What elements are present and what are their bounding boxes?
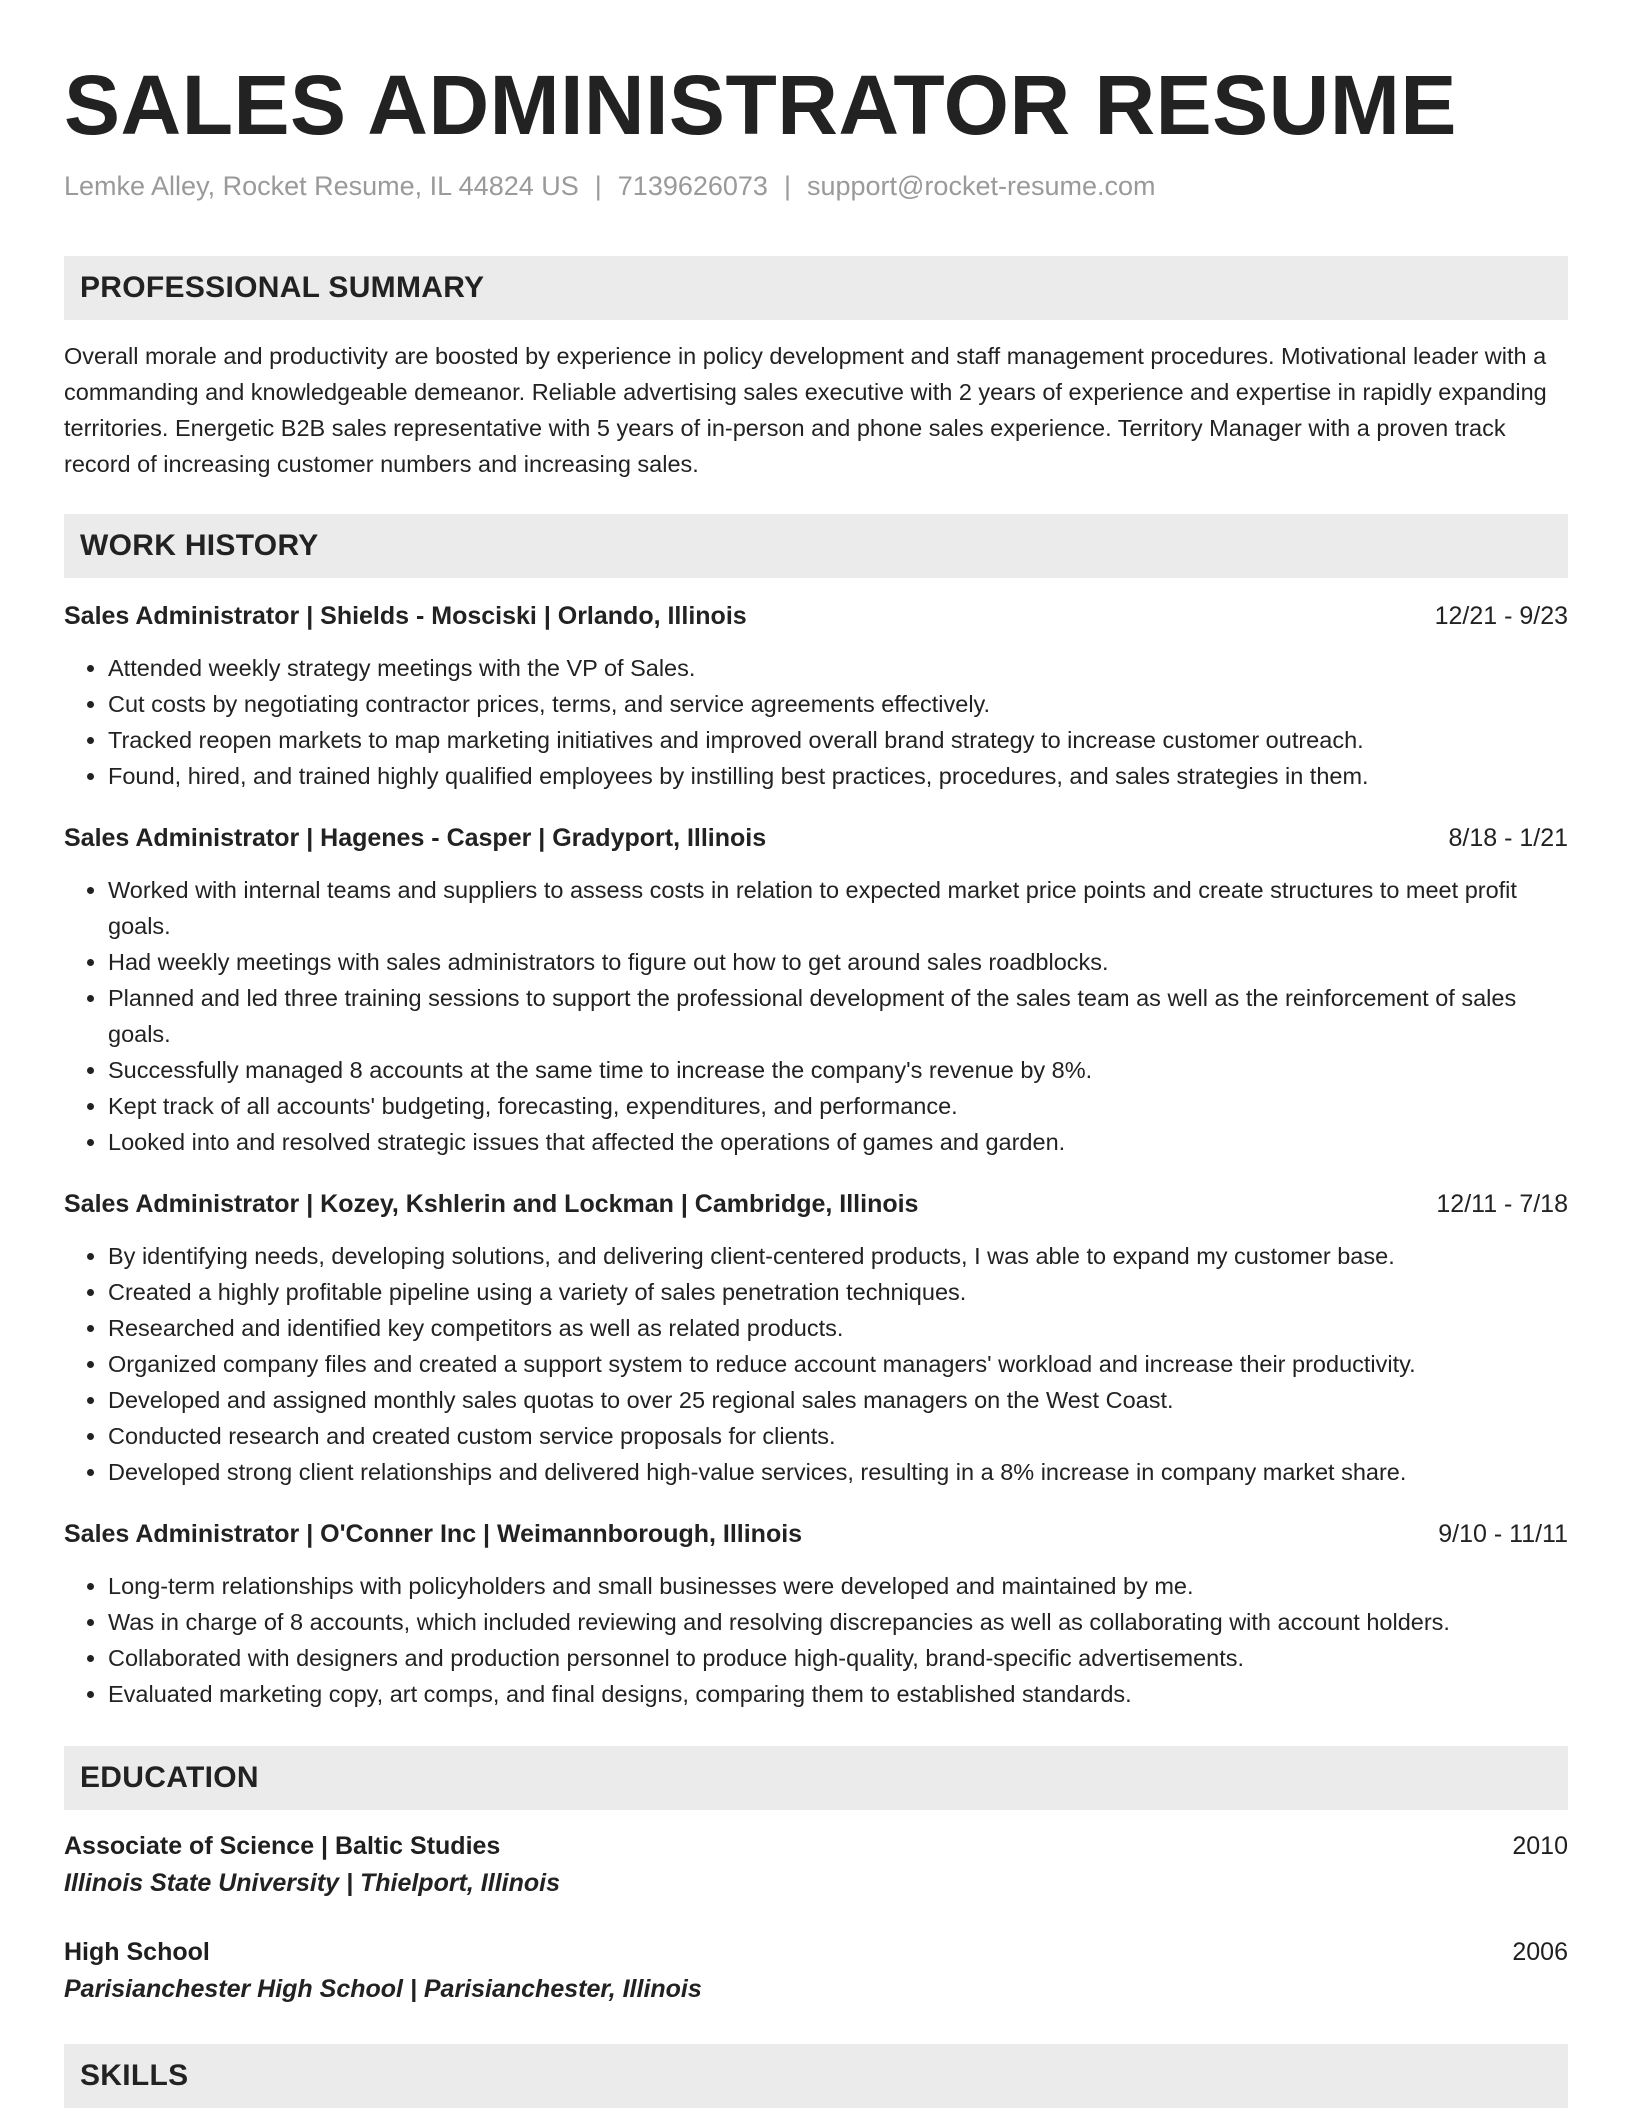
job-dates: 8/18 - 1/21 <box>1448 824 1568 852</box>
job-entry <box>64 1186 1568 1490</box>
education-school: Illinois State University | Thielport, Illinois <box>64 1869 560 1897</box>
education-degree: Associate of Science | Baltic Studies <box>64 1832 501 1860</box>
job-heading <box>64 598 1568 634</box>
job-bullet: • Found, hired, and trained highly qualified employees by instilling best practices, procedures, and sales strategies in them. <box>108 758 1568 794</box>
education-entry <box>64 1934 1568 2008</box>
job-bullet: • Had weekly meetings with sales administrators to figure out how to get around sales roadblocks. <box>108 944 1568 980</box>
job-bullet: • Conducted research and created custom service proposals for clients. <box>108 1418 1568 1454</box>
contact-line <box>64 168 1568 204</box>
job-bullet: • Created a highly profitable pipeline using a variety of sales penetration techniques. <box>108 1274 1568 1310</box>
summary-text: Overall morale and productivity are boosted by experience in policy development and staff management procedures. Motivational leader with a commanding and knowledgeable demeanor. Reliable advertising sales executive with 2 years of experience and expertise in rapidly expanding territories. Energetic B2B sales representative with 5 years of in-person and phone sales experience. Territory Manager with a proven track record of increasing customer numbers and increasing sales. <box>64 343 1547 477</box>
job-bullet: • Long-term relationships with policyholders and small businesses were developed and maintained by me. <box>108 1568 1568 1604</box>
job-dates: 12/21 - 9/23 <box>1434 602 1568 630</box>
contact-address: Lemke Alley, Rocket Resume, IL 44824 US <box>64 171 579 201</box>
job-bullet: • Collaborated with designers and production personnel to produce high-quality, brand-specific advertisements. <box>108 1640 1568 1676</box>
job-bullet: • Tracked reopen markets to map marketing initiatives and improved overall brand strategy to increase customer outreach. <box>108 722 1568 758</box>
job-heading <box>64 1516 1568 1552</box>
resume-page <box>64 0 1568 2108</box>
job-bullet: • Developed strong client relationships and delivered high-value services, resulting in a 8% increase in company market share. <box>108 1454 1568 1490</box>
job-bullet: • Planned and led three training sessions to support the professional development of the sales team as well as the reinforcement of sales goals. <box>108 980 1568 1052</box>
job-bullet: • Attended weekly strategy meetings with the VP of Sales. <box>108 650 1568 686</box>
education-year: 2006 <box>1512 1938 1568 1966</box>
education-heading <box>64 1828 1568 1864</box>
job-title: Sales Administrator | Shields - Mosciski | Orlando, Illinois <box>64 602 747 630</box>
section-header-work-history: WORK HISTORY <box>64 514 1568 578</box>
job-heading <box>64 1186 1568 1222</box>
resume-title: SALES ADMINISTRATOR RESUME <box>64 58 1457 152</box>
section-header-summary: PROFESSIONAL SUMMARY <box>64 256 1568 320</box>
job-bullet: • Developed and assigned monthly sales quotas to over 25 regional sales managers on the West Coast. <box>108 1382 1568 1418</box>
education-school: Parisianchester High School | Parisianchester, Illinois <box>64 1975 702 2003</box>
job-entry <box>64 598 1568 794</box>
job-bullet: • Worked with internal teams and suppliers to assess costs in relation to expected market price points and create structures to meet profit goals. <box>108 872 1568 944</box>
job-dates: 9/10 - 11/11 <box>1438 1520 1568 1548</box>
job-bullet: • Cut costs by negotiating contractor prices, terms, and service agreements effectively. <box>108 686 1568 722</box>
job-dates: 12/11 - 7/18 <box>1436 1190 1568 1218</box>
education-entry <box>64 1828 1568 1902</box>
job-title: Sales Administrator | Kozey, Kshlerin and Lockman | Cambridge, Illinois <box>64 1190 919 1218</box>
job-bullet: • Looked into and resolved strategic issues that affected the operations of games and garden. <box>108 1124 1568 1160</box>
job-bullet-list <box>64 872 1568 1160</box>
job-bullet-list <box>64 650 1568 794</box>
job-heading <box>64 820 1568 856</box>
job-bullet: • Organized company files and created a support system to reduce account managers' workload and increase their productivity. <box>108 1346 1568 1382</box>
job-bullet: • Was in charge of 8 accounts, which included reviewing and resolving discrepancies as well as collaborating with account holders. <box>108 1604 1568 1640</box>
section-header-skills: SKILLS <box>64 2044 1568 2108</box>
job-bullet: • Evaluated marketing copy, art comps, and final designs, comparing them to established standards. <box>108 1676 1568 1712</box>
contact-separator: | <box>783 171 791 201</box>
education-heading <box>64 1934 1568 1970</box>
section-header-education: EDUCATION <box>64 1746 1568 1810</box>
education-year: 2010 <box>1512 1832 1568 1860</box>
job-bullet: • Successfully managed 8 accounts at the same time to increase the company's revenue by 8%. <box>108 1052 1568 1088</box>
job-bullet-list <box>64 1568 1568 1712</box>
contact-separator: | <box>594 171 602 201</box>
contact-email: support@rocket-resume.com <box>806 171 1156 201</box>
job-title: Sales Administrator | Hagenes - Casper | Gradyport, Illinois <box>64 824 767 852</box>
job-entry <box>64 820 1568 1160</box>
job-entry <box>64 1516 1568 1712</box>
job-bullet: • Kept track of all accounts' budgeting, forecasting, expenditures, and performance. <box>108 1088 1568 1124</box>
contact-phone: 7139626073 <box>617 171 768 201</box>
job-bullet-list <box>64 1238 1568 1490</box>
education-degree: High School <box>64 1938 210 1966</box>
job-title: Sales Administrator | O'Conner Inc | Weimannborough, Illinois <box>64 1520 803 1548</box>
job-bullet: • Researched and identified key competitors as well as related products. <box>108 1310 1568 1346</box>
job-bullet: • By identifying needs, developing solutions, and delivering client-centered products, I was able to expand my customer base. <box>108 1238 1568 1274</box>
